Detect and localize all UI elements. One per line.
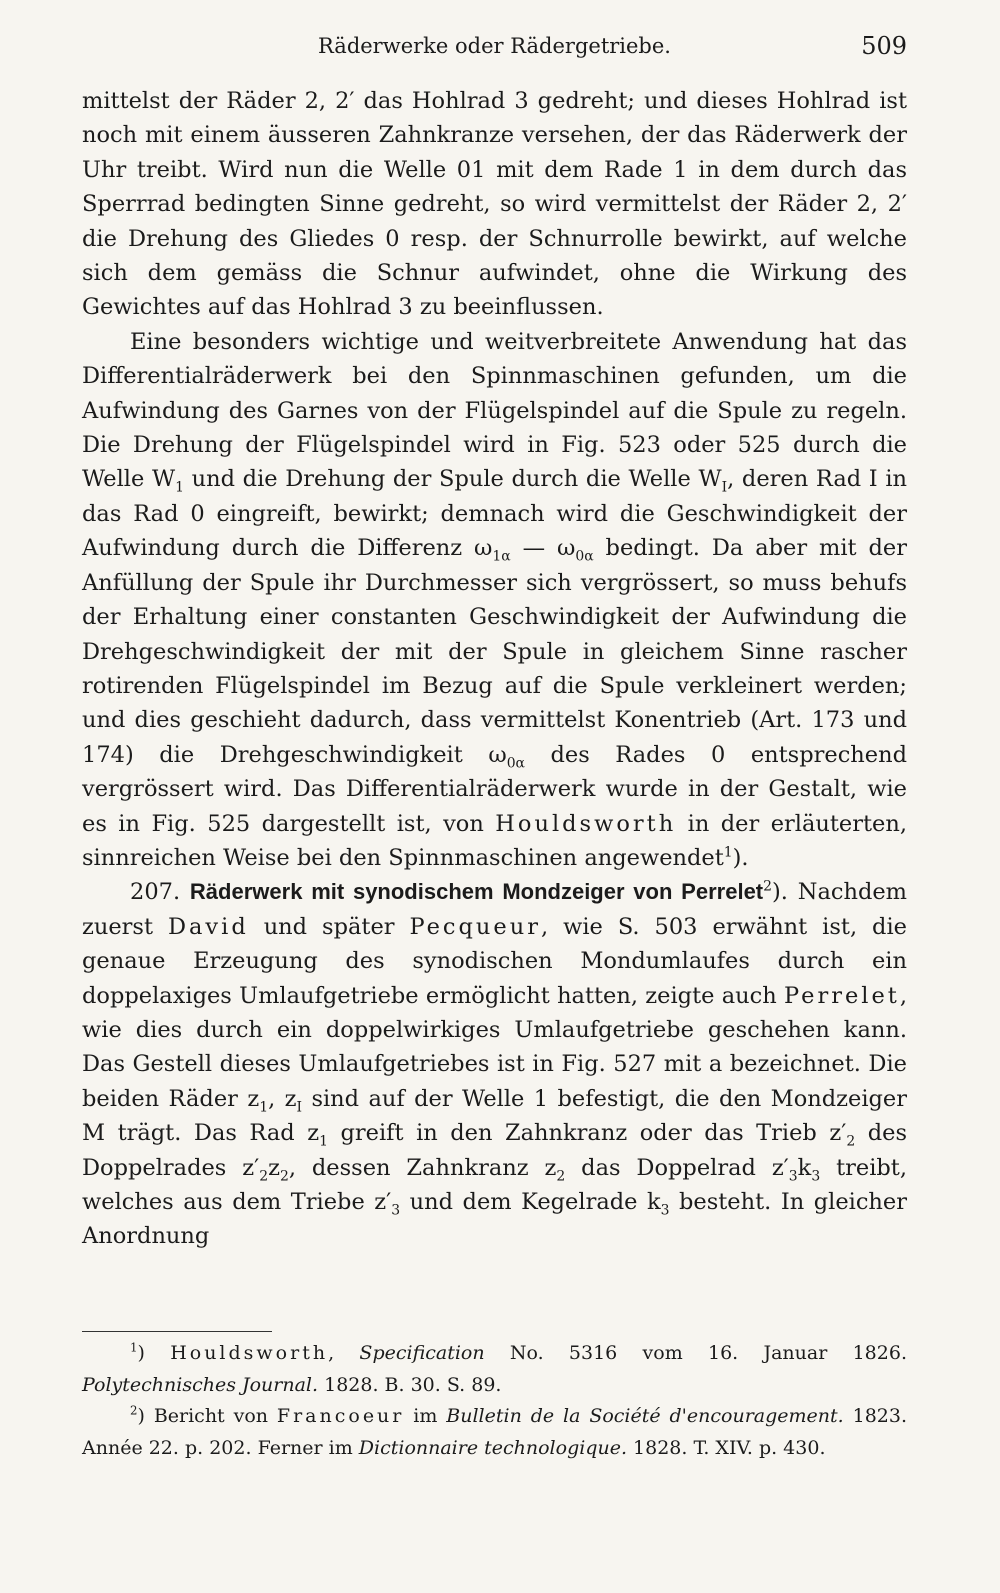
text-run: treibt, welches aus dem Triebe z′ — [82, 1154, 908, 1215]
text-run: No. 5316 vom 16. Januar 1826. — [484, 1342, 907, 1364]
paragraph-2 — [82, 325, 907, 876]
text-run: , deren Rad I in das Rad 0 eingreift, bewirkt; demnach wird die Geschwindigkeit der Aufwindung durch die Differenz ω — [82, 466, 908, 562]
text-run: und dem Kegelrade k — [400, 1189, 661, 1215]
paragraph-1: mittelst der Räder 2, 2′ das Hohlrad 3 gedreht; und dieses Hohlrad ist noch mit einem äusseren Zahnkranze versehen, der das Räderwerk der Uhr treibt. Wird nun die Welle 01 mit dem Rade 1 in dem durch das Sperrrad bedingten Sinne gedreht, so wird vermittelst der Räder 2, 2′ die Drehung des Gliedes 0 resp. der Schnurrolle bewirkt, auf welche sich dem gemäss die Schnur aufwindet, ohne die Wirkung des Gewichtes auf das Hohlrad 3 zu beeinflussen. — [82, 88, 907, 321]
journal-title: Polytechnisches Journal. — [82, 1373, 319, 1396]
text-run: ). — [772, 879, 788, 906]
subscript: I — [296, 1099, 303, 1116]
footnote-mark: 1 — [130, 1340, 138, 1355]
text-run: im — [404, 1405, 447, 1427]
text-run: und die Drehung der Spule durch die Welle W — [183, 466, 722, 493]
footnote-divider — [82, 1331, 272, 1332]
text-run: 1823. Année 22. p. 202. Ferner im — [82, 1405, 907, 1459]
subscript: 0α — [575, 548, 594, 565]
text-run: besteht. In gleicher Anordnung — [82, 1189, 907, 1250]
person-name: Francoeur — [276, 1405, 405, 1427]
journal-title: Bulletin de la Société d'encouragement. — [446, 1405, 844, 1427]
person-name: David — [167, 913, 249, 940]
paragraph-3 — [82, 875, 907, 1253]
text-run: k — [797, 1154, 812, 1181]
publication-title: Specification — [359, 1342, 485, 1364]
page-header — [82, 28, 907, 64]
subscript: 1 — [319, 1133, 328, 1150]
text-run: , z — [268, 1085, 297, 1112]
text-run: 1828. T. XIV. p. 430. — [627, 1436, 826, 1459]
text-run: , wie S. 503 erwähnt ist, die genaue Erzeugung des synodischen Mondumlaufes durch ein doppelaxiges Umlaufgetriebe ermöglicht hatten, zeigte auch — [82, 913, 907, 1009]
publication-title: Dictionnaire technologique. — [358, 1436, 627, 1459]
body-text — [82, 84, 907, 1254]
person-name: Houldsworth — [170, 1342, 329, 1364]
text-run: greift in den Zahnkranz oder das Trieb z′ — [327, 1120, 847, 1147]
subscript: 2 — [846, 1133, 856, 1150]
section-number: 207. — [130, 879, 181, 906]
subscript: 2 — [259, 1168, 269, 1185]
subscript: 2 — [279, 1168, 289, 1185]
text-run: Eine besonders wichtige und weitverbreitete Anwendung hat das Differentialräderwerk bei den Spinnmaschinen gefunden, um die Aufwindung des Garnes von der Flügelspindel auf die Spule zu regeln. Die Drehung der Flügelspindel wird in Fig. 523 oder 525 durch die Welle W — [82, 328, 907, 493]
person-name: Houldsworth — [495, 810, 677, 837]
subscript: 3 — [391, 1202, 401, 1219]
text-run: z — [268, 1154, 280, 1181]
subscript: I — [721, 479, 728, 496]
footnote-ref-1[interactable]: 1 — [723, 844, 733, 861]
footnote-mark: 2 — [130, 1403, 138, 1418]
subscript: 1α — [492, 548, 511, 565]
text-run: , — [328, 1342, 360, 1364]
text-run: , wie dies durch ein doppelwirkiges Umlaufgetriebe geschehen kann. Das Gestell dieses Umlaufgetriebes ist in Fig. 527 mit a bezeichnet. Die beiden Räder z — [82, 982, 907, 1112]
subscript: 1 — [175, 479, 184, 496]
text-run: und später — [248, 913, 410, 940]
text-run: sind auf der Welle 1 befestigt, die den Mondzeiger M trägt. Das Rad z — [82, 1085, 907, 1147]
footnotes — [82, 1338, 907, 1464]
footnote-1: $^1$) Houldsworth, Specification No. 5316 vom 16. Januar 1826. Polytechnisches Journal. 1828. B. 30. S. 89. — [82, 1340, 907, 1396]
person-name: Pecqueur — [409, 913, 541, 940]
person-name: Perrelet — [784, 982, 900, 1009]
text-run: — ω — [510, 535, 576, 562]
text-run: des Doppelrades z′ — [82, 1120, 907, 1181]
text-run: 1828. B. 30. S. 89. — [318, 1373, 502, 1396]
subscript: 0α — [506, 755, 525, 772]
text-run: Bericht von — [153, 1405, 277, 1427]
section-heading: Räderwerk mit synodischem Mondzeiger von Perrelet — [189, 879, 764, 905]
footnote-2: $^2$) Bericht von Francoeur im Bulletin de la Société d'encouragement. 1823. Année 22. p. 202. Ferner im Dictionnaire technologique. 1828. T. XIV. p. 430. — [82, 1403, 907, 1459]
subscript: 3 — [788, 1168, 798, 1185]
page-number: 509 — [861, 32, 907, 60]
text-run: des Rades 0 entsprechend vergrössert wird. Das Differentialräderwerk wurde in der Gestalt, wie es in Fig. 525 dargestellt ist, von — [82, 741, 907, 837]
text-run: bedingt. Da aber mit der Anfüllung der Spule ihr Durchmesser sich vergrössert, so muss behufs der Erhaltung einer constanten Geschwindigkeit der Aufwindung die Drehgeschwindigkeit der mit der Spule in gleichem Sinne rascher rotirenden Flügelspindel im Bezug auf die Spule verkleinert werden; und dies geschieht dadurch, dass vermittelst Konentrieb (Art. 173 und 174) die Drehgeschwindigkeit ω — [82, 535, 907, 768]
text-run: in der erläuterten, sinnreichen Weise bei den Spinnmaschinen angewendet — [82, 810, 907, 871]
subscript: 3 — [811, 1168, 821, 1185]
footnote-ref-2[interactable]: 2 — [763, 878, 773, 895]
text-run: ). — [732, 844, 749, 871]
text-run: , dessen Zahnkranz z — [288, 1154, 557, 1181]
running-title: Räderwerke oder Rädergetriebe. — [318, 34, 671, 58]
subscript: 3 — [660, 1202, 670, 1219]
text-run: das Doppelrad z′ — [565, 1154, 789, 1181]
text-run: Nachdem zuerst — [82, 879, 908, 940]
subscript: 2 — [556, 1168, 566, 1185]
subscript: 1 — [259, 1099, 269, 1116]
